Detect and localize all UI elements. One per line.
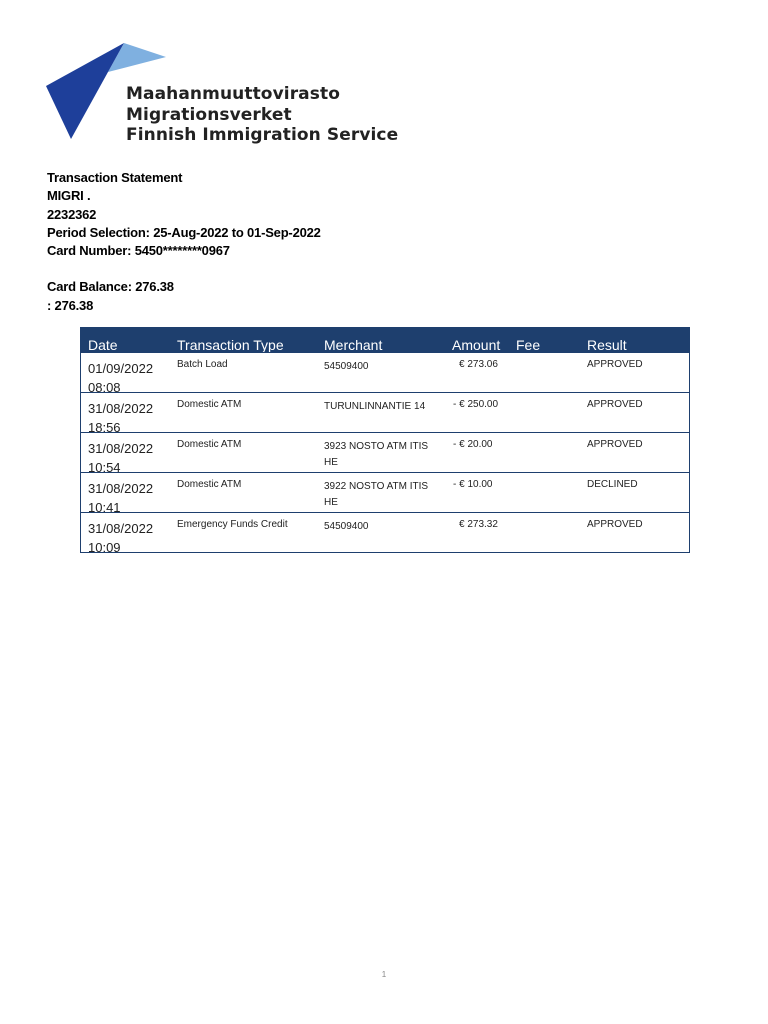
row-merchant bbox=[324, 479, 439, 510]
merchant-line-2: HE bbox=[324, 496, 338, 508]
row-transaction-type: Domestic ATM bbox=[177, 479, 242, 490]
organization-names bbox=[126, 84, 398, 146]
row-result: APPROVED bbox=[587, 359, 643, 370]
card-balance: Card Balance: 276.38 bbox=[47, 279, 174, 295]
table-row bbox=[81, 352, 689, 395]
header-result: Result bbox=[587, 337, 627, 353]
time-value: 10:09 bbox=[88, 539, 121, 555]
merchant-line-2: HE bbox=[324, 456, 338, 468]
row-transaction-type: Batch Load bbox=[177, 359, 228, 370]
row-transaction-type: Domestic ATM bbox=[177, 399, 242, 410]
holder-id: 2232362 bbox=[47, 206, 97, 222]
card-number: Card Number: 5450********0967 bbox=[47, 243, 230, 259]
merchant-line-1: 54509400 bbox=[324, 521, 369, 532]
date-value: 31/08/2022 bbox=[88, 481, 154, 496]
page-number: 1 bbox=[381, 970, 387, 979]
row-merchant bbox=[324, 519, 439, 535]
merchant-line-1: 54509400 bbox=[324, 361, 369, 372]
date-value: 31/08/2022 bbox=[88, 441, 154, 456]
row-amount: € 273.32 bbox=[459, 519, 498, 530]
time-value: 08:08 bbox=[88, 379, 121, 395]
row-merchant bbox=[324, 439, 439, 470]
transactions-table bbox=[80, 327, 690, 553]
spacer bbox=[47, 261, 321, 279]
header-transaction-type: Transaction Type bbox=[177, 337, 284, 353]
row-amount: - € 20.00 bbox=[453, 439, 493, 450]
row-result: APPROVED bbox=[587, 519, 643, 530]
holder-name: MIGRI . bbox=[47, 188, 91, 204]
row-amount: - € 10.00 bbox=[453, 479, 493, 490]
time-value: 18:56 bbox=[88, 419, 121, 435]
row-transaction-type: Emergency Funds Credit bbox=[177, 519, 288, 530]
table-header bbox=[81, 328, 689, 352]
org-name-finnish: Maahanmuuttovirasto bbox=[126, 84, 340, 104]
statement-title: Transaction Statement bbox=[47, 170, 183, 185]
row-transaction-type: Domestic ATM bbox=[177, 439, 242, 450]
header-merchant: Merchant bbox=[324, 337, 383, 353]
merchant-line-1: 3923 NOSTO ATM ITIS bbox=[324, 441, 429, 452]
balance-extra: : 276.38 bbox=[47, 297, 94, 313]
table-row bbox=[81, 432, 689, 475]
merchant-line-1: TURUNLINNANTIE 14 bbox=[324, 401, 426, 412]
table-row bbox=[81, 472, 689, 515]
org-name-swedish: Migrationsverket bbox=[126, 104, 292, 125]
table-row bbox=[81, 512, 689, 555]
row-result: APPROVED bbox=[587, 439, 643, 450]
header-date: Date bbox=[88, 337, 118, 353]
row-amount: - € 250.00 bbox=[453, 399, 499, 410]
date-value: 31/08/2022 bbox=[88, 521, 154, 536]
time-value: 10:54 bbox=[88, 459, 121, 475]
logo-dark-triangle bbox=[46, 43, 124, 139]
header-fee: Fee bbox=[516, 337, 541, 353]
row-amount: € 273.06 bbox=[459, 359, 498, 370]
row-merchant bbox=[324, 359, 439, 375]
row-merchant bbox=[324, 399, 439, 415]
row-result: APPROVED bbox=[587, 399, 643, 410]
statement-header bbox=[47, 170, 321, 316]
row-date bbox=[88, 520, 153, 557]
time-value: 10:41 bbox=[88, 499, 121, 515]
org-name-english: Finnish Immigration Service bbox=[126, 125, 399, 145]
period-selection: Period Selection: 25-Aug-2022 to 01-Sep-2022 bbox=[47, 224, 321, 240]
date-value: 31/08/2022 bbox=[88, 401, 154, 416]
row-result: DECLINED bbox=[587, 479, 638, 490]
date-value: 01/09/2022 bbox=[88, 361, 154, 376]
merchant-line-1: 3922 NOSTO ATM ITIS bbox=[324, 481, 429, 492]
header-amount: Amount bbox=[452, 337, 501, 353]
table-row bbox=[81, 392, 689, 435]
